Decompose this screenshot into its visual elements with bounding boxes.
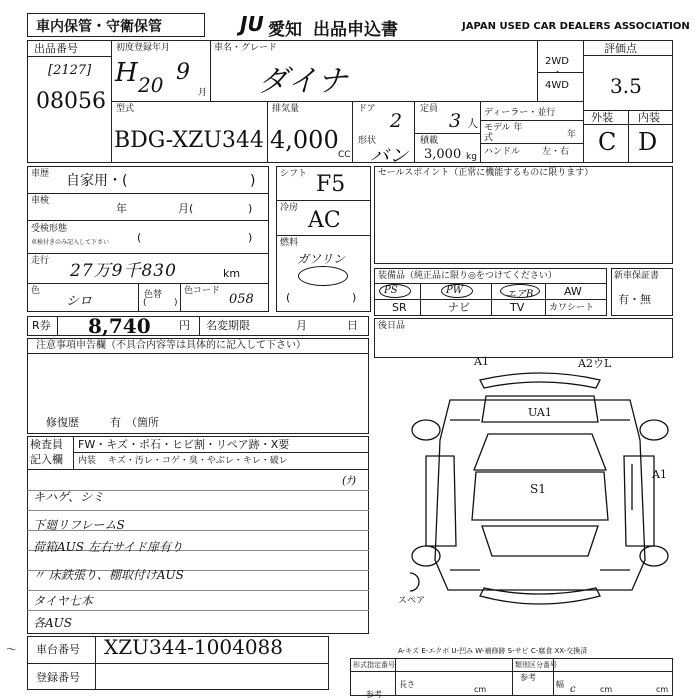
history-label: 車歴 bbox=[31, 169, 50, 179]
note-mark: (ﾅ) bbox=[342, 474, 357, 487]
warranty-label: 新車保証書 bbox=[614, 271, 660, 281]
history-value: 自家用・( bbox=[66, 173, 128, 189]
damage-a2-top: A2ウL bbox=[578, 357, 612, 370]
receipt-note: 車検付きのみ記入して下さい bbox=[31, 239, 110, 246]
model-value: BDG-XZU344 bbox=[114, 128, 264, 153]
damage-legend: A-キズ E-エクボ U-凹み W-補修跡 S-サビ C-腐食 XX-交換済 bbox=[398, 647, 588, 655]
left-side-panel bbox=[426, 456, 456, 546]
lot-number: 08056 bbox=[36, 89, 106, 114]
inspection-year: 年 bbox=[116, 202, 127, 215]
roof-panel bbox=[472, 472, 608, 520]
model-year-label: モデル 年式 bbox=[484, 123, 523, 143]
shift-label: シフト bbox=[280, 169, 308, 179]
model-label: 型式 bbox=[116, 104, 135, 114]
color-change-label: 色替 bbox=[144, 290, 163, 300]
first-reg-label: 初度登録年月 bbox=[116, 43, 171, 53]
fuel-close: ) bbox=[352, 291, 357, 304]
inspection-label: 車検 bbox=[31, 196, 50, 206]
wheel-front-right bbox=[640, 420, 668, 440]
note-line-6: 各AUS bbox=[33, 616, 73, 630]
repair-label: 修復歴 bbox=[46, 416, 79, 429]
equipment-seat: カワシート bbox=[549, 303, 595, 313]
right-side-panel bbox=[624, 456, 654, 546]
drive-4wd: 4WD bbox=[545, 80, 569, 91]
inspector-row-2-label: 内装 bbox=[78, 456, 97, 466]
registration-label: 登録番号 bbox=[36, 671, 80, 684]
warranty-options: 有・無 bbox=[618, 293, 651, 306]
front-bumper-shape bbox=[480, 373, 600, 388]
mileage-label: 走行 bbox=[31, 256, 50, 266]
spec-unit-1: cm bbox=[474, 685, 487, 694]
drive-2wd: 2WD bbox=[545, 56, 569, 67]
equipment-circle-ps bbox=[379, 284, 411, 298]
recycle-box bbox=[27, 316, 369, 336]
damage-side: A1 bbox=[652, 468, 667, 481]
wheel-front-left bbox=[412, 420, 440, 440]
receipt-open: ( bbox=[137, 231, 142, 244]
after-items-label: 後日品 bbox=[378, 321, 406, 331]
history-close: ) bbox=[250, 173, 256, 189]
color-value: シロ bbox=[66, 294, 93, 309]
color-change-open: ( bbox=[143, 298, 147, 308]
load-value: 3,000 bbox=[424, 147, 462, 162]
chassis-label: 車台番号 bbox=[36, 643, 80, 656]
spec-label-2: 類別区分番号 bbox=[515, 661, 557, 669]
load-unit: kg bbox=[466, 152, 477, 162]
capacity-unit: 人 bbox=[467, 117, 478, 130]
capacity-label: 定員 bbox=[420, 104, 439, 114]
shape-value: バン bbox=[370, 145, 409, 167]
color-label: 色 bbox=[31, 286, 41, 296]
note-line-2: 下廻リフレームS bbox=[33, 518, 125, 532]
doors-value: 2 bbox=[390, 110, 403, 132]
repair-location: （箇所 bbox=[126, 416, 159, 429]
first-reg-month: 9 bbox=[176, 60, 190, 85]
note-line-3: 荷箱AUS 左右サイド扉有り bbox=[33, 540, 183, 554]
damage-roof: S1 bbox=[530, 482, 546, 496]
recycle-value: 8,740 bbox=[88, 314, 151, 338]
dealer-import-label: ディーラー・並行 bbox=[484, 108, 556, 118]
chassis-prefix: ～ bbox=[6, 643, 17, 656]
equipment-tv: TV bbox=[510, 301, 525, 314]
handle-label: ハンドル bbox=[484, 147, 521, 157]
aircon-value: AC bbox=[308, 208, 341, 233]
interior-grade: D bbox=[638, 128, 658, 156]
notes-title: 注意事項申告欄（不具合内容等は具体的に記入して下さい） bbox=[36, 340, 306, 351]
inspector-row-2: キズ・汚レ・コゲ・臭・やぶレ・キレ・破レ bbox=[108, 456, 288, 466]
spec-sub-2b: 幅 bbox=[556, 680, 564, 689]
fuel-value: ガソリン bbox=[297, 252, 346, 266]
sales-point-label: セールスポイント（正常に機能するものに限ります） bbox=[378, 168, 594, 178]
repair-value: 有 bbox=[110, 416, 121, 429]
load-label: 積載 bbox=[420, 136, 439, 146]
lot-bracket: [2127] bbox=[48, 63, 92, 78]
receipt-label: 受検形態 bbox=[31, 224, 68, 234]
first-reg-month-unit: 月 bbox=[198, 88, 208, 98]
handle-options: 左・右 bbox=[542, 147, 570, 157]
color-change-close: ) bbox=[174, 298, 178, 308]
org-english: JAPAN USED CAR DEALERS ASSOCIATION bbox=[462, 21, 690, 32]
color-code-label: 色コード bbox=[184, 286, 221, 296]
damage-front: UA1 bbox=[528, 406, 552, 419]
aircon-label: 冷房 bbox=[280, 203, 299, 213]
storage-label: 車内保管・守衛保管 bbox=[36, 19, 162, 35]
equipment-navi: ナビ bbox=[448, 301, 470, 314]
inspector-row-1: FW・キズ・ポ石・ヒビ割・リペア跡・X要 bbox=[78, 438, 290, 451]
after-items-box bbox=[374, 318, 673, 358]
equipment-sr: SR bbox=[392, 301, 407, 314]
capacity-value: 3 bbox=[449, 110, 462, 132]
inspection-month: 月( bbox=[178, 202, 194, 215]
recycle-unit: 円 bbox=[179, 319, 190, 332]
spare-tire bbox=[410, 573, 419, 591]
exterior-grade: C bbox=[598, 128, 617, 156]
note-line-1: キハゲ、シミ bbox=[33, 490, 105, 504]
mileage-unit: km bbox=[223, 267, 241, 280]
note-line-4: 〃 床鉄張り、棚取付けAUS bbox=[33, 568, 184, 582]
displacement-value: 4,000 bbox=[270, 126, 339, 154]
document-title: 出品申込書 bbox=[313, 20, 398, 40]
color-code-value: 058 bbox=[229, 292, 254, 307]
inspector-label-2: 記入欄 bbox=[30, 453, 63, 466]
equipment-circle-airbag bbox=[500, 284, 540, 298]
org-logo: JU bbox=[240, 12, 264, 36]
doors-label: ドア bbox=[358, 104, 376, 114]
spare-label: スペア bbox=[398, 596, 426, 606]
equipment-mark-ps: PS bbox=[384, 285, 398, 296]
spec-label-1: 形式指定番号 bbox=[353, 661, 395, 669]
rear-window bbox=[482, 526, 598, 556]
spec-mark: c bbox=[570, 684, 576, 695]
deadline-month: 月 bbox=[296, 319, 307, 332]
equipment-label: 装備品（純正品に限り◎をつけてください） bbox=[378, 271, 557, 281]
equipment-circle-pw bbox=[441, 284, 473, 298]
damage-a1-top: A1 bbox=[474, 355, 489, 368]
windshield-shape bbox=[474, 434, 606, 470]
first-reg-era: H bbox=[115, 58, 138, 88]
shape-label: 形状 bbox=[358, 136, 377, 146]
interior-label: 内装 bbox=[638, 111, 660, 124]
drive-dot: ・ bbox=[553, 68, 563, 78]
deadline-day: 日 bbox=[347, 319, 358, 332]
receipt-close: ) bbox=[248, 231, 253, 244]
spec-sub-1: 長さ bbox=[399, 680, 415, 689]
first-reg-year: 20 bbox=[138, 73, 164, 97]
fuel-open: ( bbox=[286, 291, 291, 304]
lot-label: 出品番号 bbox=[34, 42, 78, 55]
inspection-close: ) bbox=[248, 202, 253, 215]
equipment-aw: AW bbox=[564, 285, 582, 298]
fuel-label: 燃料 bbox=[280, 238, 299, 248]
rating-value: 3.5 bbox=[610, 74, 642, 98]
model-year-unit: 年 bbox=[567, 130, 577, 140]
shift-value: F5 bbox=[316, 172, 346, 197]
spec-unit-3: cm bbox=[656, 685, 669, 694]
rating-label: 評価点 bbox=[604, 42, 637, 55]
chassis-value: XZU344-1004088 bbox=[104, 635, 283, 659]
recycle-label: R券 bbox=[32, 319, 51, 332]
equipment-mark-pw: PW bbox=[446, 285, 464, 296]
note-line-5: タイヤ七本 bbox=[33, 594, 93, 608]
displacement-unit: CC bbox=[338, 150, 351, 160]
spec-sub-2a: 参考 bbox=[520, 673, 536, 682]
spec-sub-3: 参考 bbox=[366, 690, 382, 699]
org-name: 愛知 bbox=[268, 20, 302, 40]
exterior-label: 外装 bbox=[591, 111, 613, 124]
car-name-value: ダイナ bbox=[258, 64, 348, 99]
equipment-mark-airbag: エアB bbox=[506, 289, 534, 300]
fuel-circle bbox=[298, 266, 348, 286]
sales-point-box bbox=[374, 166, 673, 264]
deadline-label: 名変期限 bbox=[206, 319, 250, 332]
spec-unit-2: cm bbox=[600, 685, 613, 694]
inspector-label-1: 検査員 bbox=[30, 438, 63, 451]
mileage-value: 27万9千830 bbox=[70, 261, 177, 281]
displacement-label: 排気量 bbox=[272, 104, 300, 114]
car-name-label: 車名・グレード bbox=[214, 43, 278, 53]
